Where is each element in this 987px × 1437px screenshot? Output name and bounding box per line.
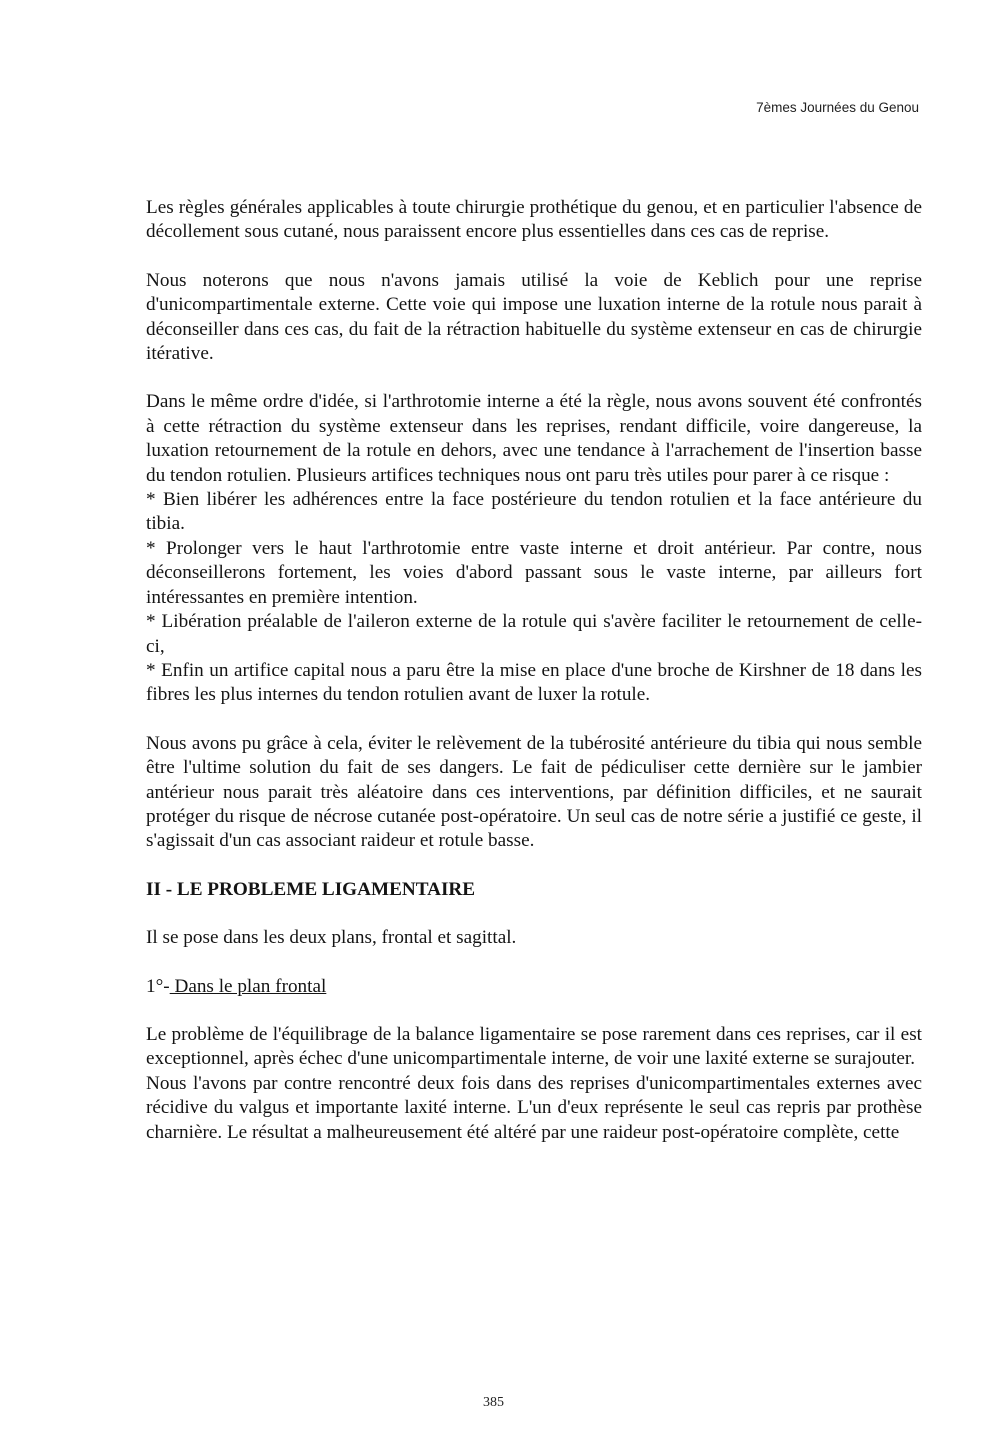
section-title: II - LE PROBLEME LIGAMENTAIRE <box>146 878 476 900</box>
subheading-frontal-plane <box>146 975 922 999</box>
bullet-arthrotomy: * Prolonger vers le haut l'arthrotomie entre vaste interne et droit antérieur. Par contre, nous déconseillerons fortement, les voies d'abord passant sous le vaste interne, par ailleurs fort intéressantes en première intention. <box>146 537 922 608</box>
subheading-number: 1°- <box>146 975 170 997</box>
paragraph-tibial-tuberosity: Nous avons pu grâce à cela, éviter le relèvement de la tubérosité antérieure du tibia qui nous semble être l'ultime solution du fait de ses dangers. Le fait de pédiculiser cette dernière sur le jambier antérieur nous parait très aléatoire dans ces interventions, par définition difficiles, et ne saurait protéger du risque de nécrose cutanée post-opératoire. Un seul cas de notre série a justifié ce geste, il s'agissait d'un cas associant raideur et rotule basse. <box>146 732 922 852</box>
running-header: 7èmes Journées du Genou <box>756 100 919 115</box>
paragraph-external-revisions: Nous l'avons par contre rencontré deux fois dans des reprises d'unicompartimentales externes avec récidive du valgus et importante laxité interne. L'un d'eux représente le seul cas repris par prothèse charnière. Le résultat a malheureusement été altéré par une raideur post-opératoire complète, cette <box>146 1072 922 1143</box>
bullet-adhesions: * Bien libérer les adhérences entre la face postérieure du tendon rotulien et la face antérieure du tibia. <box>146 489 922 535</box>
subheading-title: Dans le plan frontal <box>169 975 327 997</box>
paragraph-general-rules: Les règles générales applicables à toute chirurgie prothétique du genou, et en particulier l'absence de décollement sous cutané, nous paraissent encore plus essentielles dans ces cas de reprise. <box>146 197 922 243</box>
paragraph-ligament-balance: Le problème de l'équilibrage de la balance ligamentaire se pose rarement dans ces reprises, car il est exceptionnel, après échec d'une unicompartimentale interne, de voir une laxité externe se surajouter. <box>146 1023 922 1070</box>
paragraph-extensor-retraction: Dans le même ordre d'idée, si l'arthrotomie interne a été la règle, nous avons souvent été confrontés à cette rétraction du système extenseur dans les reprises, rendant difficile, voire dangereuse, la luxation retournement de la rotule en dehors, avec une tendance à l'arrachement de l'insertion basse du tendon rotulien. Plusieurs artifices techniques nous ont paru très utiles pour parer à ce risque : <box>146 391 922 486</box>
page-number: 385 <box>483 1395 504 1410</box>
page-body <box>146 196 922 1145</box>
paragraph-two-planes: Il se pose dans les deux plans, frontal et sagittal. <box>146 927 517 949</box>
bullet-aileron-release: * Libération préalable de l'aileron externe de la rotule qui s'avère faciliter le retournement de celle-ci, <box>146 611 922 657</box>
paragraph-keblich-approach: Nous noterons que nous n'avons jamais utilisé la voie de Keblich pour une reprise d'unicompartimentale externe. Cette voie qui impose une luxation interne de la rotule nous parait à déconseiller dans ces cas, du fait de la rétraction habituelle du système extenseur en cas de chirurgie itérative. <box>146 269 922 365</box>
bullet-kirshner-pin: * Enfin un artifice capital nous a paru être la mise en place d'une broche de Kirshner de 18 dans les fibres les plus internes du tendon rotulien avant de luxer la rotule. <box>146 659 922 706</box>
